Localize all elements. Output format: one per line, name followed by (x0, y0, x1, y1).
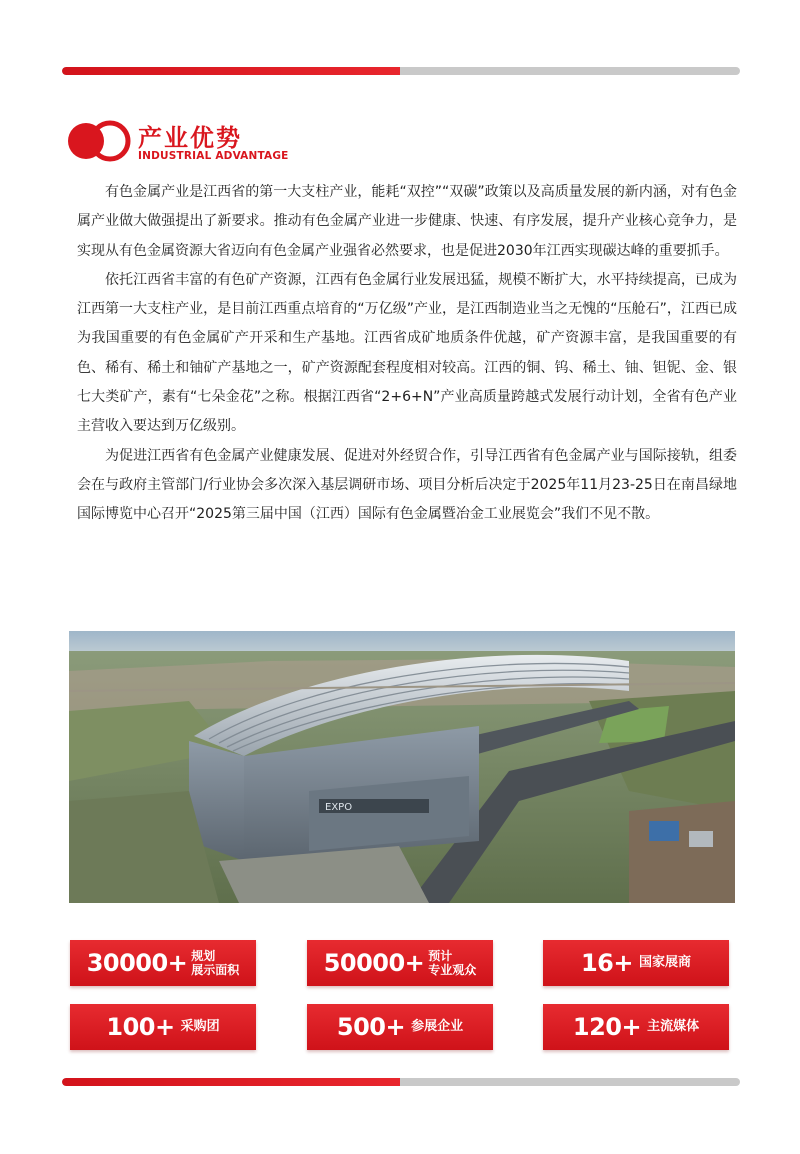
stat-label-line2: 展示面积 (191, 963, 240, 977)
stat-value: 30000+ (86, 949, 188, 977)
section-subtitle-en: INDUSTRIAL ADVANTAGE (138, 150, 289, 162)
stat-label-line1: 规划 (191, 949, 216, 963)
paragraph: 为促进江西省有色金属产业健康发展、促进对外经贸合作，引导江西省有色金属产业与国际接轨，组委会在与政府主管部门/行业协会多次深入基层调研市场、项目分析后决定于2025年11月23-25日在南昌绿地国际博览中心召开“2025第三届中国（江西）国际有色金属暨冶金工业展览会”我们不见不散。 (77, 447, 737, 523)
expo-sign-text: EXPO (325, 802, 353, 813)
bottom-divider-bar (62, 1078, 740, 1086)
top-divider-bar (62, 67, 740, 75)
stat-badge (543, 1004, 729, 1050)
section-title: 产业优势 (138, 124, 242, 152)
stat-value: 500+ (336, 1013, 406, 1041)
double-circle-logo-icon (66, 120, 132, 162)
stat-value: 50000+ (323, 949, 425, 977)
stat-label: 国家展商 (639, 955, 692, 970)
top-divider-red-segment (62, 67, 400, 75)
stat-label: 采购团 (180, 1019, 220, 1034)
stat-badge (307, 1004, 493, 1050)
stat-badge (543, 940, 729, 986)
stat-label (191, 949, 239, 977)
stat-badge (70, 940, 256, 986)
stat-value: 100+ (106, 1013, 175, 1041)
paragraph: 依托江西省丰富的有色矿产资源，江西有色金属行业发展迅猛，规模不断扩大，水平持续提高，已成为江西第一大支柱产业，是目前江西重点培育的“万亿级”产业，是江西制造业当之无愧的“压舱石”，江西已成为我国重要的有色金属矿产开采和生产基地。江西省成矿地质条件优越，矿产资源丰富，是我国重要的有色、稀有、稀土和铀矿产基地之一，矿产资源配套程度相对较高。江西的铜、钨、稀土、铀、钽铌、金、银七大类矿产，素有“七朵金花”之称。根据江西省“2+6+N”产业高质量跨越式发展行动计划，全省有色产业主营收入要达到万亿级别。 (77, 271, 737, 435)
body-text (77, 178, 737, 530)
stat-label-line2: 专业观众 (428, 963, 477, 977)
paragraph: 有色金属产业是江西省的第一大支柱产业，能耗“双控”“双碳”政策以及高质量发展的新内涵，对有色金属产业做大做强提出了新要求。推动有色金属产业进一步健康、快速、有序发展，提升产业核心竞争力，是实现从有色金属资源大省迈向有色金属产业强省必然要求，也是促进2030年江西实现碳达峰的重要抓手。 (77, 184, 737, 259)
stat-value: 120+ (572, 1013, 642, 1041)
stat-label: 参展企业 (411, 1019, 464, 1034)
stat-label: 主流媒体 (647, 1019, 700, 1034)
stat-badge (307, 940, 493, 986)
stat-badge (70, 1004, 256, 1050)
stat-value: 16+ (580, 949, 633, 977)
stat-label (428, 949, 476, 977)
bottom-divider-red-segment (62, 1078, 400, 1086)
stat-label-line1: 预计 (428, 949, 453, 963)
section-heading (66, 118, 326, 166)
expo-center-aerial-photo (69, 631, 735, 903)
